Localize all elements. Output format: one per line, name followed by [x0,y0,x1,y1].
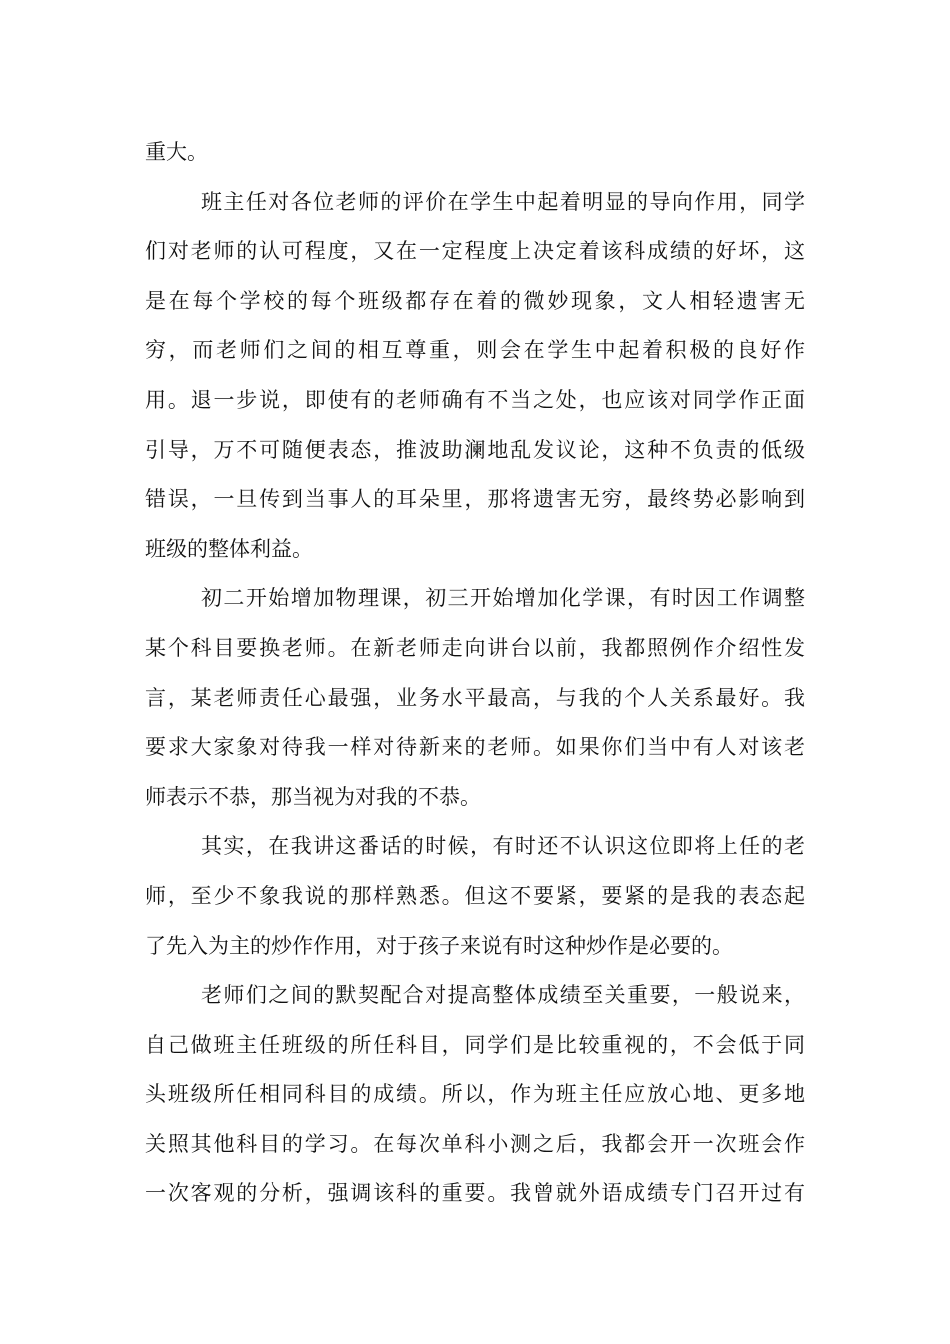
paragraph [145,128,805,178]
text-line: 要求大家象对待我一样对待新来的老师。如果你们当中有人对该老 [145,735,805,760]
paragraph [145,178,805,575]
text-line: 用。退一步说，即使有的老师确有不当之处，也应该对同学作正面 [145,387,805,412]
text-line: 师表示不恭，那当视为对我的不恭。 [145,784,481,809]
text-line: 某个科目要换老师。在新老师走向讲台以前，我都照例作介绍性发 [145,635,805,660]
text-line: 班主任对各位老师的评价在学生中起着明显的导向作用，同学 [201,189,805,214]
text-line: 老师们之间的默契配合对提高整体成绩至关重要，一般说来， [201,983,805,1008]
text-line: 了先入为主的炒作作用，对于孩子来说有时这种炒作是必要的。 [145,933,733,958]
text-line: 们对老师的认可程度，又在一定程度上决定着该科成绩的好坏，这 [145,239,805,264]
text-line: 师，至少不象我说的那样熟悉。但这不要紧，要紧的是我的表态起 [145,883,805,908]
text-line: 班级的整体利益。 [145,536,313,561]
text-line: 穷，而老师们之间的相互尊重，则会在学生中起着积极的良好作 [145,338,805,363]
text-line: 自己做班主任班级的所任科目，同学们是比较重视的，不会低于同 [145,1032,805,1057]
text-line: 初二开始增加物理课，初三开始增加化学课，有时因工作调整 [201,586,805,611]
text-line: 头班级所任相同科目的成绩。所以，作为班主任应放心地、更多地 [145,1082,805,1107]
text-line: 关照其他科目的学习。在每次单科小测之后，我都会开一次班会作 [145,1131,805,1156]
paragraph [145,971,805,1219]
text-line: 一次客观的分析，强调该科的重要。我曾就外语成绩专门召开过有 [145,1181,805,1206]
paragraph [145,574,805,822]
text-line: 引导，万不可随便表态，推波助澜地乱发议论，这种不负责的低级 [145,437,805,462]
text-line: 言，某老师责任心最强，业务水平最高，与我的个人关系最好。我 [145,685,805,710]
paragraph [145,822,805,971]
text-line: 其实，在我讲这番话的时候，有时还不认识这位即将上任的老 [201,834,805,859]
text-line: 重大。 [145,140,208,164]
text-line: 是在每个学校的每个班级都存在着的微妙现象，文人相轻遗害无 [145,288,805,313]
document-body [145,128,805,1219]
text-line: 错误，一旦传到当事人的耳朵里，那将遗害无穷，最终势必影响到 [145,487,805,512]
